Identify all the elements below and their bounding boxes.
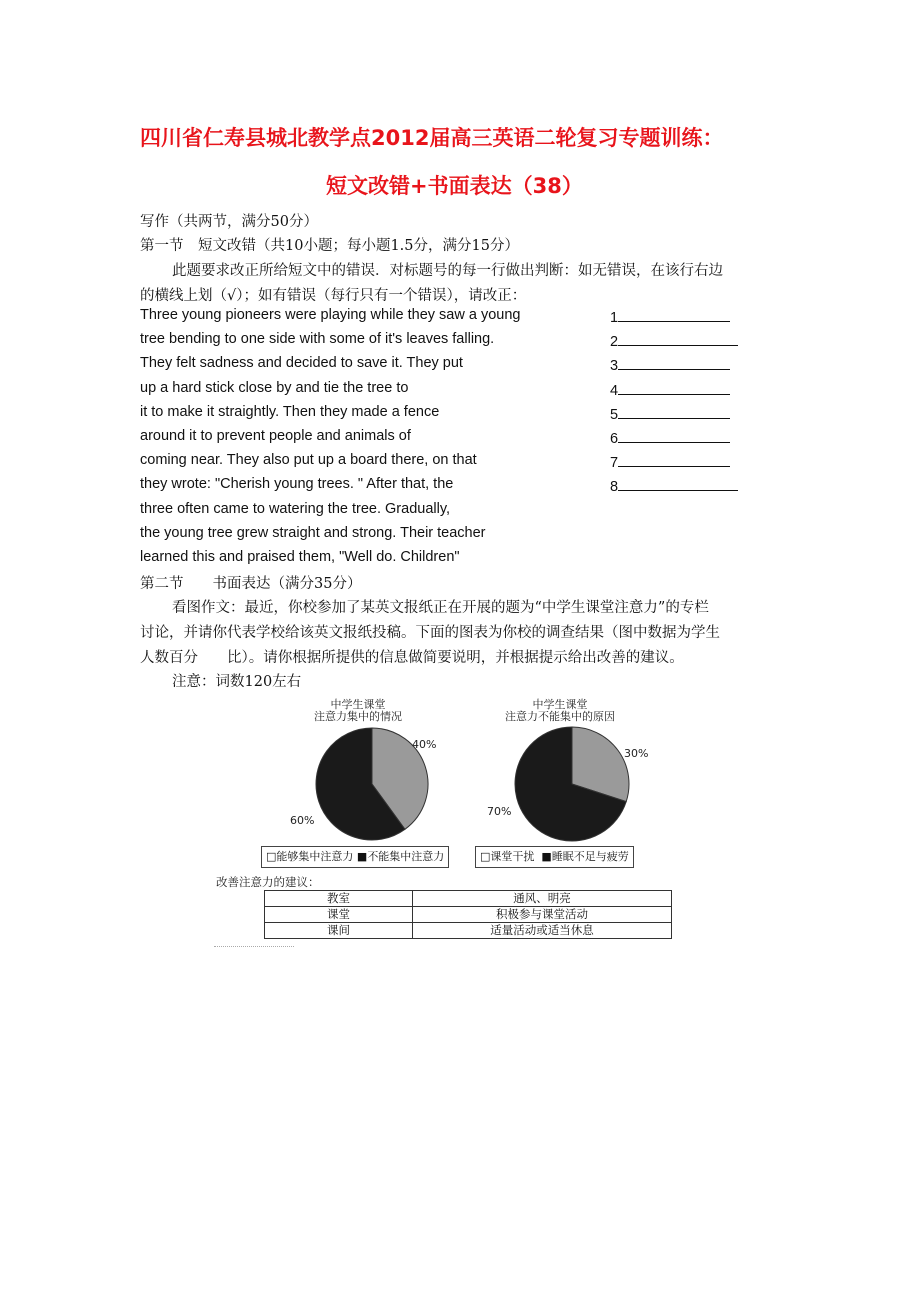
answer-line[interactable]: [618, 404, 730, 419]
answer-line[interactable]: [618, 380, 730, 395]
legend-label: 课堂干扰: [490, 850, 535, 863]
passage-line: three often came to watering the tree. Gradually,: [140, 500, 451, 517]
passage-line: learned this and praised them, "Well do. Children": [140, 549, 460, 565]
passage-line: coming near. They also put up a board there, on that: [140, 452, 477, 469]
chart2-title-line: 注意力不能集中的原因: [505, 710, 615, 723]
legend-swatch-light: □: [480, 850, 491, 863]
answer-number: 8: [610, 479, 619, 496]
answer-line[interactable]: [618, 476, 738, 491]
prompt-line-2: 讨论，并请你代表学校给该英文报纸投稿。下面的图表为你校的调查结果（图中数据为学生: [140, 625, 720, 641]
chart1-label-60: 60%: [290, 814, 315, 827]
answer-blank[interactable]: [610, 452, 730, 471]
chart1-title-line: 注意力集中的情况: [314, 710, 402, 723]
chart1-title: [308, 699, 408, 723]
chart1-title-line: 中学生课堂: [330, 698, 386, 711]
answer-line[interactable]: [618, 331, 738, 346]
passage-line: tree bending to one side with some of it's leaves falling.: [140, 331, 495, 348]
answer-line[interactable]: [618, 355, 730, 370]
answer-blank[interactable]: [610, 428, 730, 447]
answer-blank[interactable]: [610, 307, 730, 326]
legend-label: 能够集中注意力: [276, 850, 354, 863]
place-cell: 课堂: [265, 907, 413, 923]
legend-label: 睡眠不足与疲劳: [551, 850, 629, 863]
writing-header: 写作（共两节，满分50分）: [140, 214, 318, 230]
passage-line: they wrote: "Cherish young trees. " After that, the: [140, 476, 454, 493]
place-cell: 教室: [265, 891, 413, 907]
prompt-line-1: 看图作文：最近，你校参加了某英文报纸正在开展的题为“中学生课堂注意力”的专栏: [172, 600, 709, 616]
answer-blank[interactable]: [610, 331, 738, 350]
section1-heading: 第一节 短文改错（共10小题；每小题1.5分，满分15分）: [140, 238, 519, 254]
answer-number: 4: [610, 382, 619, 399]
chart2-title: [500, 699, 620, 723]
suggestions-table: [264, 890, 672, 939]
answer-blank[interactable]: [610, 404, 730, 423]
suggestion-cell: 积极参与课堂活动: [413, 907, 672, 923]
answer-number: 7: [610, 455, 619, 472]
chart2-legend: [475, 846, 634, 868]
answer-line[interactable]: [618, 452, 730, 467]
place-cell: 课间: [265, 923, 413, 939]
divider: [214, 946, 294, 947]
note: 注意：词数120左右: [172, 674, 302, 690]
chart2-label-30: 30%: [624, 747, 649, 760]
legend-swatch-dark: ■: [356, 850, 368, 863]
answer-blank[interactable]: [610, 476, 738, 495]
suggestion-cell: 通风、明亮: [413, 891, 672, 907]
answer-blank[interactable]: [610, 380, 730, 399]
table-row: [265, 891, 672, 907]
chart1-label-40: 40%: [412, 738, 437, 751]
passage-line: around it to prevent people and animals of: [140, 428, 411, 444]
legend-swatch-light: □: [266, 850, 277, 863]
chart1-legend: [261, 846, 449, 868]
answer-number: 2: [610, 334, 619, 351]
table-row: [265, 923, 672, 939]
table-row: [265, 907, 672, 923]
answer-number: 3: [610, 358, 619, 375]
passage-line: up a hard stick close by and tie the tree to: [140, 379, 409, 396]
instruction-line-1: 此题要求改正所给短文中的错误．对标题号的每一行做出判断：如无错误，在该行右边: [172, 263, 723, 279]
passage-line: the young tree grew straight and strong. Their teacher: [140, 524, 486, 541]
section2-heading: 第二节 书面表达（满分35分）: [140, 576, 362, 592]
chart2-pie: [500, 726, 650, 844]
chart2-title-line: 中学生课堂: [532, 698, 588, 711]
answer-number: 5: [610, 406, 619, 423]
instruction-line-2: 的横线上划（√）；如有错误（每行只有一个错误），请改正：: [140, 288, 527, 304]
title-line-1: 四川省仁寿县城北教学点2012届高三英语二轮复习专题训练：: [140, 126, 724, 150]
legend-label: 不能集中注意力: [367, 850, 445, 863]
suggestions-heading: 改善注意力的建议：: [216, 875, 320, 889]
passage-line: Three young pioneers were playing while they saw a young: [140, 307, 521, 323]
answer-number: 1: [610, 310, 619, 326]
suggestion-cell: 适量活动或适当休息: [413, 923, 672, 939]
answer-line[interactable]: [618, 307, 730, 322]
legend-swatch-dark: ■: [541, 850, 552, 863]
answer-blank[interactable]: [610, 355, 730, 374]
answer-number: 6: [610, 431, 619, 447]
passage-line: They felt sadness and decided to save it. They put: [140, 355, 463, 372]
answer-line[interactable]: [618, 428, 730, 443]
prompt-line-3: 人数百分 比）。请你根据所提供的信息做简要说明，并根据提示给出改善的建议。: [140, 650, 684, 666]
chart2-label-70: 70%: [487, 805, 512, 818]
title-line-2: 短文改错+书面表达（38）: [326, 174, 583, 198]
passage-line: it to make it straightly. Then they made a fence: [140, 403, 440, 420]
